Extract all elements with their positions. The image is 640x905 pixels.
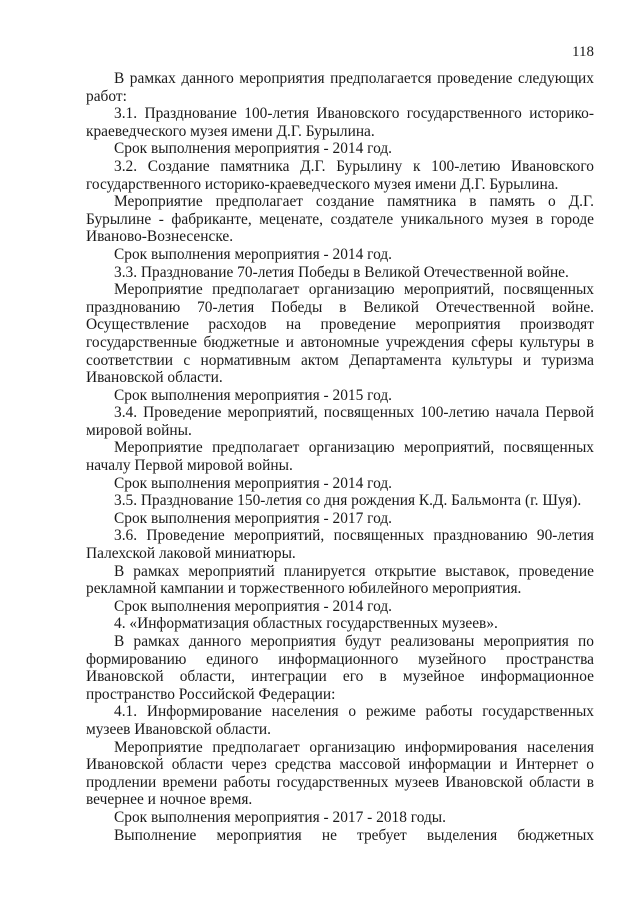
paragraph-3-1: 3.1. Празднование 100-летия Ивановского государственного историко-краеведческого музея имени Д.Г. Бурылина. (86, 105, 594, 140)
paragraph-deadline: Срок выполнения мероприятия - 2014 год. (114, 245, 393, 263)
page-number: 118 (572, 44, 594, 60)
paragraph-palekh-description: В рамках мероприятий планируется открытие выставок, проведение рекламной кампании и торжественного юбилейного мероприятия. (86, 562, 594, 598)
paragraph-3-3: 3.3. Празднование 70-летия Победы в Великой Отечественной войне. (114, 263, 569, 281)
paragraph-deadline: Срок выполнения мероприятия - 2014 год. (114, 597, 393, 615)
paragraph-deadline: Срок выполнения мероприятия - 2017 год. (114, 509, 393, 527)
paragraph-3-2: 3.2. Создание памятника Д.Г. Бурылину к 100-летию Ивановского государственного историко-краеведческого музея имени Д.Г. Бурылина. (86, 157, 594, 193)
paragraph-3-4: 3.4. Проведение мероприятий, посвященных 100-летию начала Первой мировой войны. (86, 404, 594, 439)
paragraph-section-4-description: В рамках данного мероприятия будут реализованы мероприятия по формированию единого информационного музейного пространства Ивановской области, интеграции его в музейное информационное пространство Российской Федерации: (86, 633, 594, 703)
paragraph-4-1: 4.1. Информирование населения о режиме работы государственных музеев Ивановской области. (86, 703, 594, 738)
paragraph-3-5: 3.5. Празднование 150-летия со дня рождения К.Д. Бальмонта (г. Шуя). (114, 492, 582, 510)
paragraph-3-6: 3.6. Проведение мероприятий, посвященных празднованию 90-летия Палехской лаковой миниатюры. (86, 527, 594, 563)
paragraph-deadline: Срок выполнения мероприятия - 2014 год. (114, 474, 393, 492)
paragraph-ww1-description: Мероприятие предполагает организацию мероприятий, посвященных началу Первой мировой войны. (86, 439, 594, 475)
paragraph-deadline: Срок выполнения мероприятия - 2015 год. (114, 386, 393, 404)
paragraph-monument-description: Мероприятие предполагает создание памятника в память о Д.Г. Бурылине - фабриканте, меценате, создателе уникального музея в городе Иваново-Вознесенске. (86, 193, 594, 246)
paragraph-intro: В рамках данного мероприятия предполагается проведение следующих работ: (86, 70, 594, 105)
document-body (86, 70, 594, 844)
paragraph-deadline: Срок выполнения мероприятия - 2017 - 2018 годы. (114, 808, 446, 826)
paragraph-budget-note: Выполнение мероприятия не требует выделения бюджетных (114, 826, 594, 844)
paragraph-victory-description: Мероприятие предполагает организацию мероприятий, посвященных празднованию 70-летия Победы в Великой Отечественной войне. Осуществление расходов на проведение мероприятия производят государственные бюджетные и автономные учреждения сферы культуры в соответствии с нормативным актом Департамента культуры и туризма Ивановской области. (86, 281, 594, 387)
paragraph-deadline: Срок выполнения мероприятия - 2014 год. (114, 140, 393, 158)
paragraph-section-4: 4. «Информатизация областных государственных музеев». (114, 615, 498, 633)
paragraph-informing-description: Мероприятие предполагает организацию информирования населения Ивановской области через средства массовой информации и Интернет о продлении времени работы государственных музеев Ивановской области в вечернее и ночное время. (86, 738, 594, 809)
